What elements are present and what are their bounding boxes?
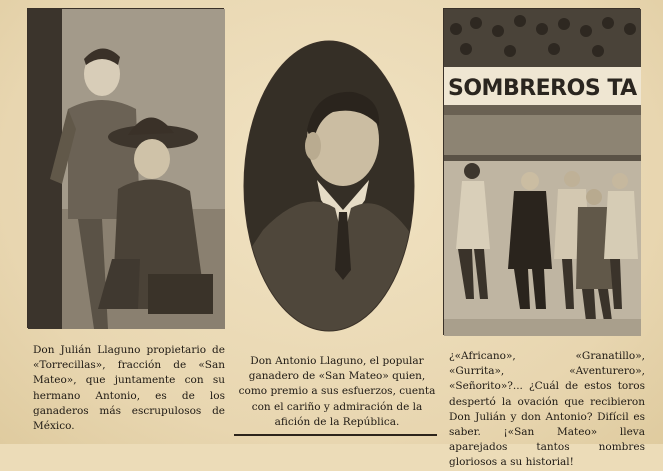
caption-center-text: Don Antonio Llaguno, el popular ganadero de «San Mateo» quien, como premio a sus esfuerzos, cuenta con el cariño y admiración de la afición de la República. xyxy=(238,355,436,428)
caption-left-text: Don Julián Llaguno propietario de «Torrecillas», fracción de «San Mateo», que juntamente con su hermano Antonio, es de los ganaderos más escrupulosos de México. xyxy=(33,344,225,433)
photo-julian-llaguno xyxy=(27,8,224,328)
divider-rule xyxy=(234,434,437,436)
caption-bulls-ovation xyxy=(449,349,645,471)
photo-bullring-ovation xyxy=(443,8,640,335)
caption-julian-llaguno xyxy=(33,343,225,434)
caption-antonio-llaguno xyxy=(238,354,436,430)
photo-antonio-llaguno xyxy=(243,40,415,332)
caption-right-text: ¿«Africano», «Granatillo», «Gurrita», «Aventurero», «Señorito»?... ¿Cuál de estos toros despertó la ovación que recibieron Don Julián y don Antonio? Difícil es saber. ¡«San Mateo» lleva aparejados tantos nombres gloriosos a su historial! xyxy=(449,350,645,469)
banner-text: SOMBREROS TA xyxy=(448,76,637,101)
